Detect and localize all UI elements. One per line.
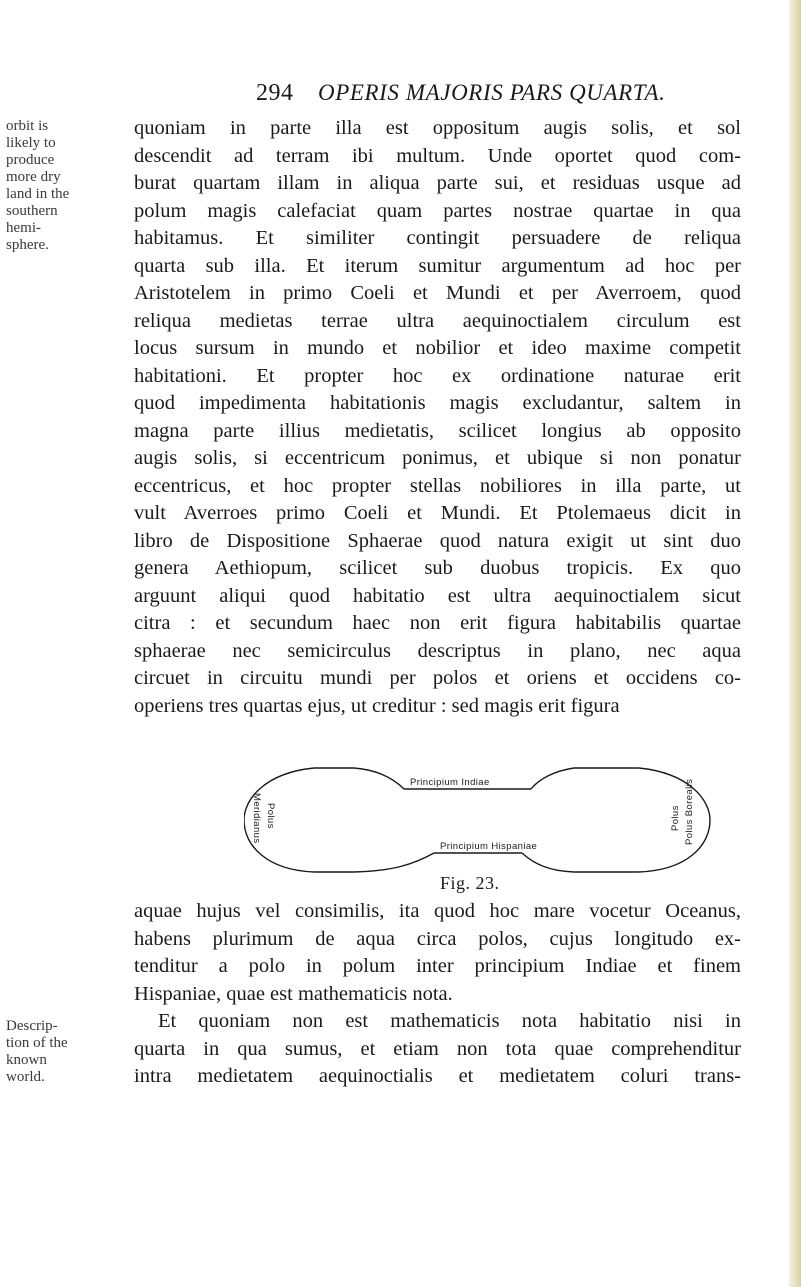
figure-23 [244,765,714,875]
text-line: arguunt aliqui quod habitatio est ultra aequinoctialem sicut [134,584,741,607]
margin-note-description [6,1018,106,1086]
label-meridianus: Meridianus [251,793,262,844]
text-line: quod impedimenta habitationis magis excludantur, saltem in [134,392,741,414]
text-line: circuet in circuitu mundi per polos et oriens et occidens co- [134,667,741,689]
margin-note-line: orbit is [6,118,49,134]
label-polus-right: Polus [670,805,681,831]
running-head: OPERIS MAJORIS PARS QUARTA. [318,80,666,105]
text-line: Et quoniam non est mathematicis nota habitatio nisi in [158,1010,741,1032]
margin-note-line: Descrip- [6,1018,58,1034]
text-line: vult Averroes primo Coeli et Mundi. Et Ptolemaeus dicit in [134,502,741,524]
label-principium-hispaniae: Principium Hispaniae [440,841,538,852]
margin-note-line: tion of the [6,1035,68,1051]
text-line: descendit ad terram ibi multum. Unde oportet quod com- [134,144,741,167]
text-line: locus sursum in mundo et nobilior et ideo maxime competit [134,337,741,359]
text-line: citra : et secundum haec non erit figura habitabilis quartae [134,612,741,634]
text-line: sphaerae nec semicirculus descriptus in plano, nec aqua [134,639,741,662]
label-polus-borealis: Polus Borealis [684,778,695,845]
text-line: habitationi. Et propter hoc ex ordinatione naturae erit [134,364,741,387]
text-line: operiens tres quartas ejus, ut creditur : sed magis erit figura [134,694,620,717]
text-line: polum magis calefaciat quam partes nostrae quartae in qua [134,199,741,222]
text-line: augis solis, si eccentricum ponimus, et ubique si non ponatur [134,447,741,469]
margin-note-line: sphere. [6,237,49,253]
paragraph-2 [134,898,741,1091]
left-lobe-top-outline [314,768,404,789]
text-line: eccentricus, et hoc propter stellas nobiliores in illa parte, ut [134,474,741,497]
text-line: aquae hujus vel consimilis, ita quod hoc mare vocetur Oceanus, [134,900,741,922]
world-ocean-diagram [244,765,714,875]
paragraph-1 [134,115,741,720]
margin-note-line: land in the [6,186,70,202]
margin-note-line: more dry [6,169,61,185]
margin-note-line: hemi- [6,220,41,236]
margin-note-line: southern [6,203,58,219]
text-line: quarta in qua sumus, et etiam non tota quae comprehenditur [134,1037,741,1060]
page-edge [789,0,801,1287]
label-principium-indiae: Principium Indiae [410,777,490,788]
margin-note-line: produce [6,152,55,168]
text-line: quoniam in parte illa est oppositum augis solis, et sol [134,117,741,139]
text-line: genera Aethiopum, scilicet sub duobus tropicis. Ex quo [134,557,741,579]
text-line: magna parte illius medietatis, scilicet longius ab opposito [134,419,741,442]
figure-caption: Fig. 23. [440,873,500,893]
label-polus-left: Polus [265,803,276,829]
margin-note-orbit [6,118,106,254]
text-line: Aristotelem in primo Coeli et Mundi et per Averroem, quod [134,282,741,304]
text-line: intra medietatem aequinoctialis et medietatem coluri trans- [134,1065,741,1087]
text-line: quarta sub illa. Et iterum sumitur argumentum ad hoc per [134,254,741,277]
page-header [0,80,801,110]
margin-note-line: world. [6,1069,45,1085]
text-line: burat quartam illam in aliqua parte sui, et residuas usque ad [134,172,741,194]
right-lobe-top-outline [531,768,639,789]
text-line: tenditur a polo in polum inter principium Indiae et finem [134,955,741,977]
margin-note-line: known [6,1052,47,1068]
text-line: habens plurimum de aqua circa polos, cujus longitudo ex- [134,927,741,950]
right-lobe-outline [522,768,710,872]
text-line: habitamus. Et similiter contingit persuadere de reliqua [134,227,741,249]
margin-note-line: likely to [6,135,56,151]
text-line: libro de Dispositione Sphaerae quod natura exigit ut sint duo [134,529,741,552]
text-line: reliqua medietas terrae ultra aequinoctialem circulum est [134,309,741,332]
page-number: 294 [256,80,294,106]
text-line: Hispaniae, quae est mathematicis nota. [134,982,453,1005]
